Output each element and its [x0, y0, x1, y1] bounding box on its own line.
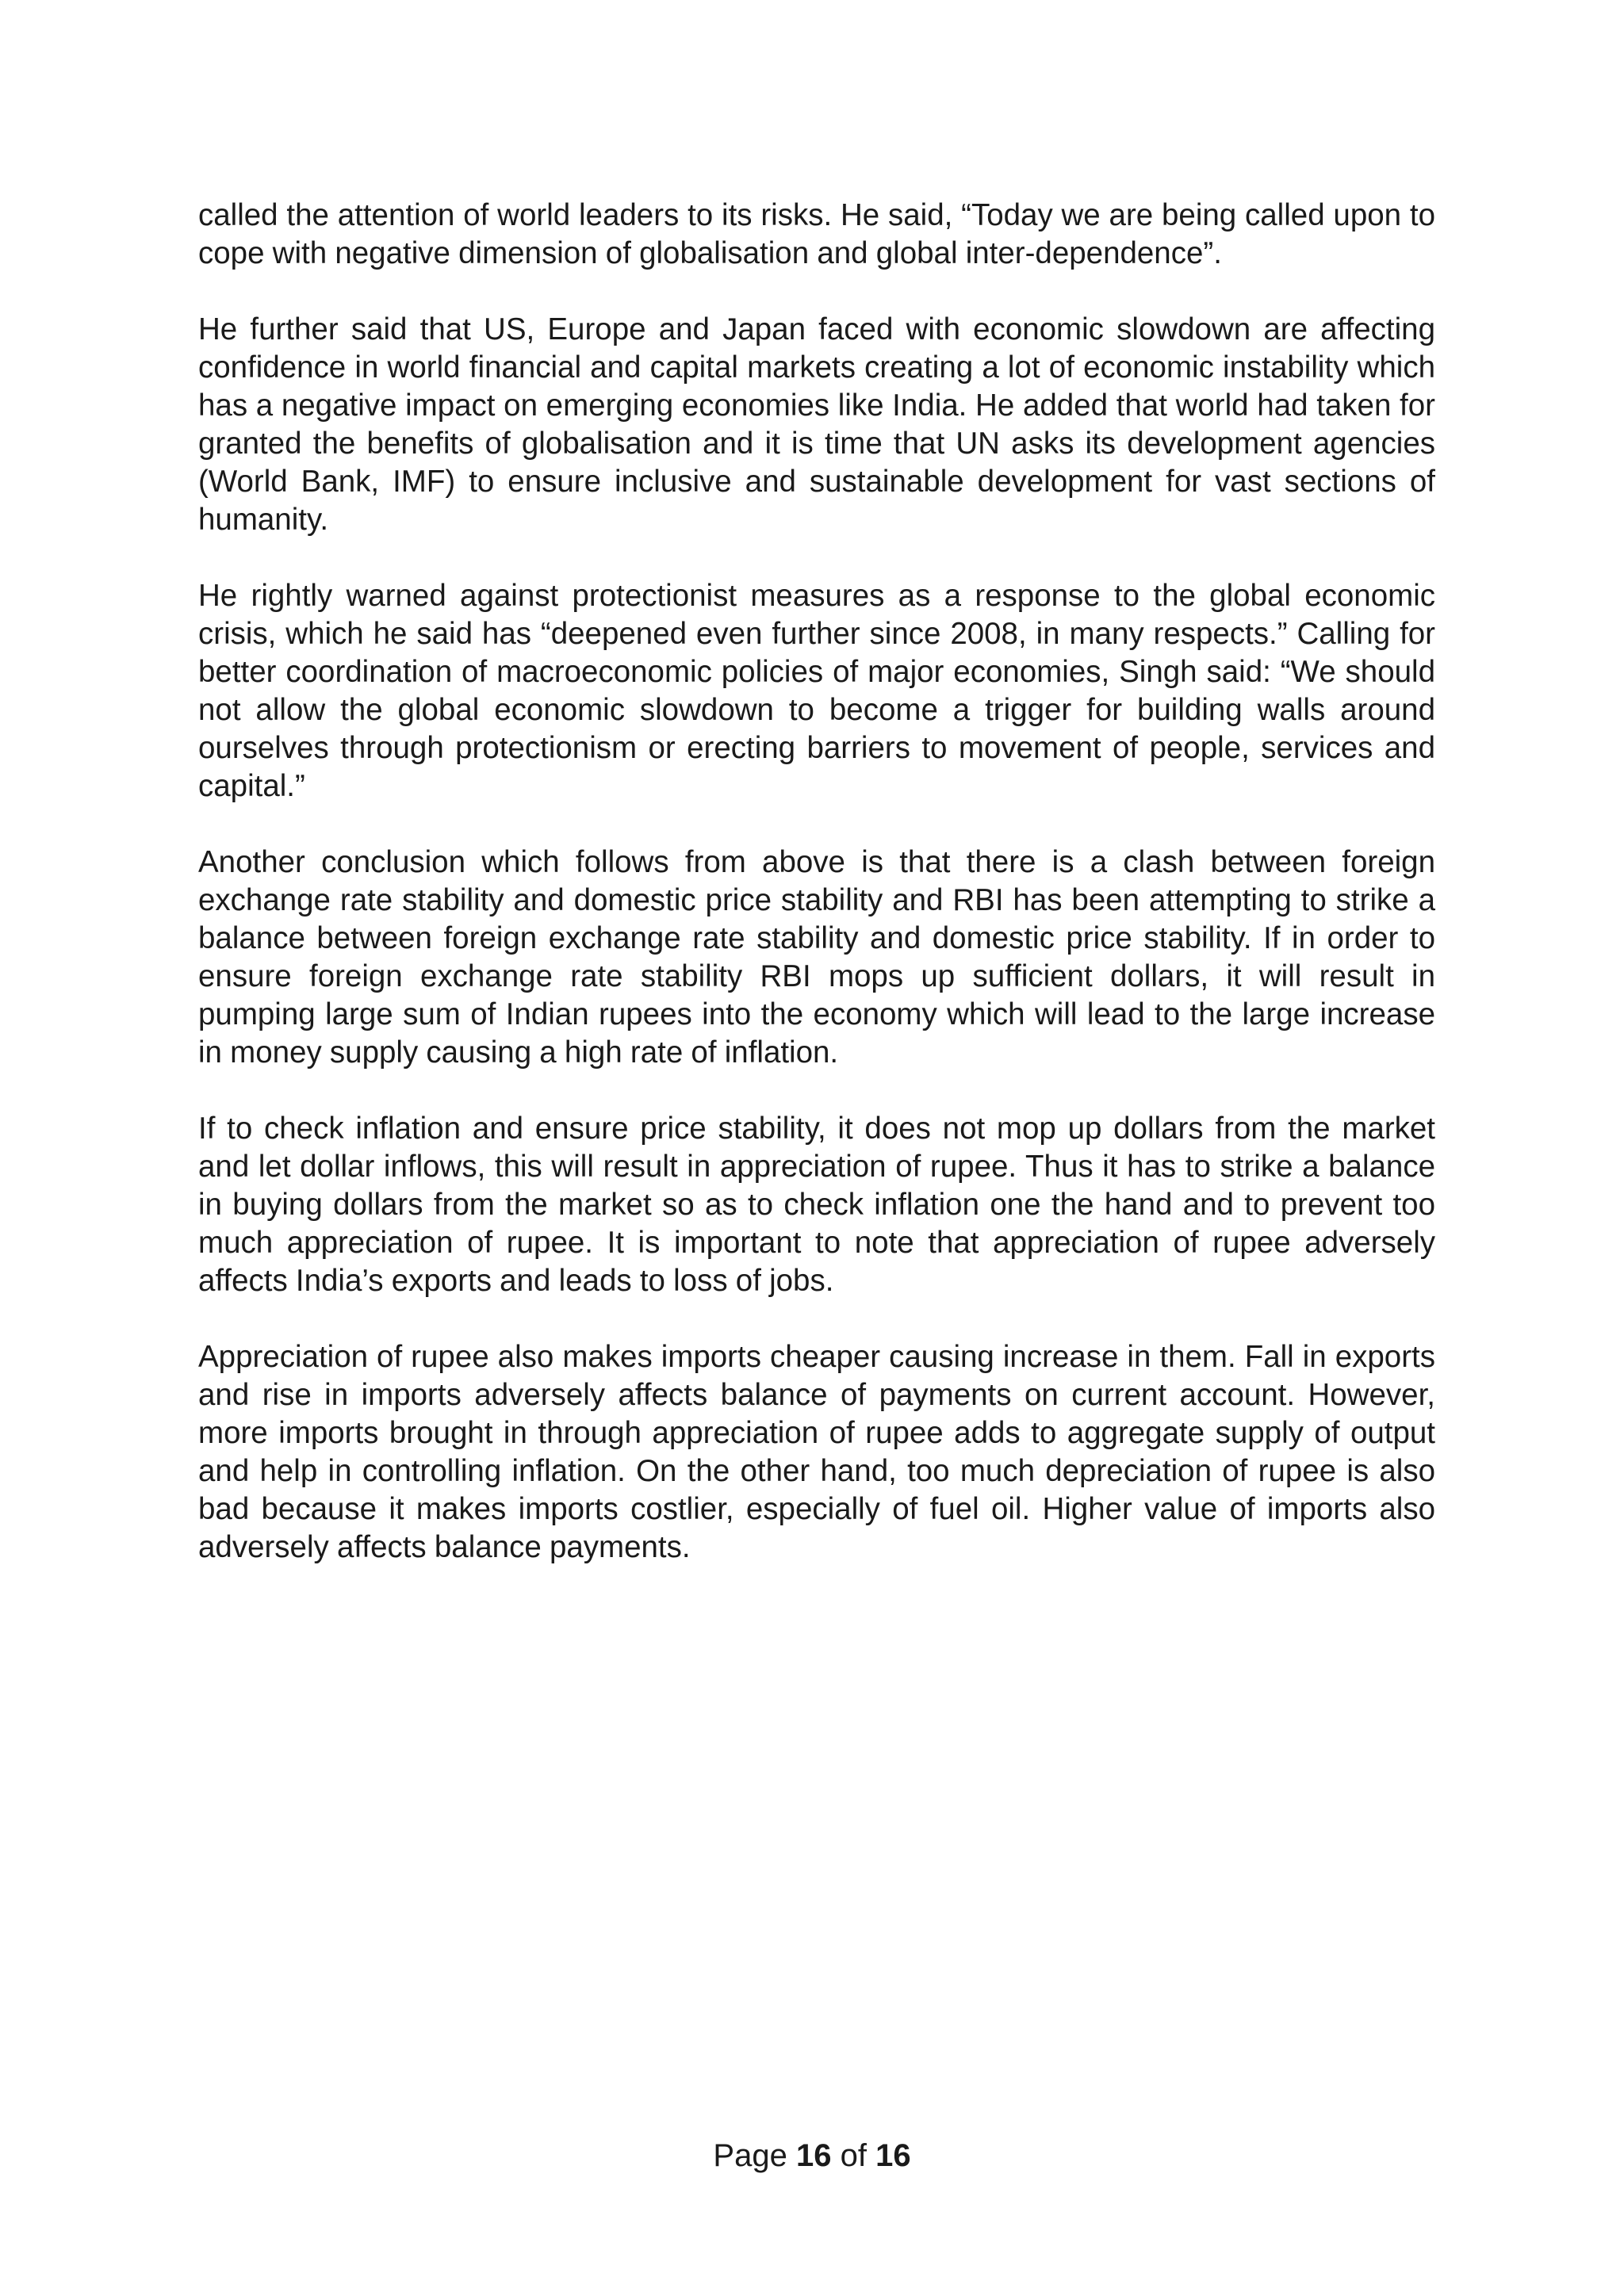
document-body [198, 197, 1435, 1605]
total-page-count: 16 [875, 2138, 911, 2173]
of-word: of [840, 2138, 867, 2173]
page-footer [0, 2137, 1624, 2175]
current-page-number: 16 [795, 2138, 832, 2173]
paragraph-6: Appreciation of rupee also makes imports cheaper causing increase in them. Fall in exports and rise in imports adversely affects balance of payments on current account. However, more imports brought in through appreciation of rupee adds to aggregate supply of output and help in controlling inflation. On the other hand, too much depreciation of rupee is also bad because it makes imports costlier, especially of fuel oil. Higher value of imports also adversely affects balance payments. [198, 1340, 1435, 1564]
paragraph-2: He further said that US, Europe and Japan faced with economic slowdown are affecting confidence in world financial and capital markets creating a lot of economic instability which has a negative impact on emerging economies like India. He added that world had taken for granted the benefits of globalisation and it is time that UN asks its development agencies (World Bank, IMF) to ensure inclusive and sustainable development for vast sections of humanity. [198, 312, 1435, 537]
paragraph-3: He rightly warned against protectionist measures as a response to the global economic crisis, which he said has “deepened even further since 2008, in many respects.” Calling for better coordination of macroeconomic policies of major economies, Singh said: “We should not allow the global economic slowdown to become a trigger for building walls around ourselves through protectionism or erecting barriers to movement of people, services and capital.” [198, 579, 1435, 803]
paragraph-5: If to check inflation and ensure price stability, it does not mop up dollars from the market and let dollar inflows, this will result in appreciation of rupee. Thus it has to strike a balance in buying dollars from the market so as to check inflation one the hand and to prevent too much appreciation of rupee. It is important to note that appreciation of rupee adversely affects India’s exports and leads to loss of jobs. [198, 1112, 1435, 1298]
paragraph-4: Another conclusion which follows from above is that there is a clash between foreign exchange rate stability and domestic price stability and RBI has been attempting to strike a balance between foreign exchange rate stability and domestic price stability. If in order to ensure foreign exchange rate stability RBI mops up sufficient dollars, it will result in pumping large sum of Indian rupees into the economy which will lead to the large increase in money supply causing a high rate of inflation. [198, 845, 1435, 1070]
page-word: Page [713, 2138, 787, 2173]
paragraph-1: called the attention of world leaders to its risks. He said, “Today we are being called upon to cope with negative dimension of globalisation and global inter-dependence”. [198, 198, 1435, 270]
